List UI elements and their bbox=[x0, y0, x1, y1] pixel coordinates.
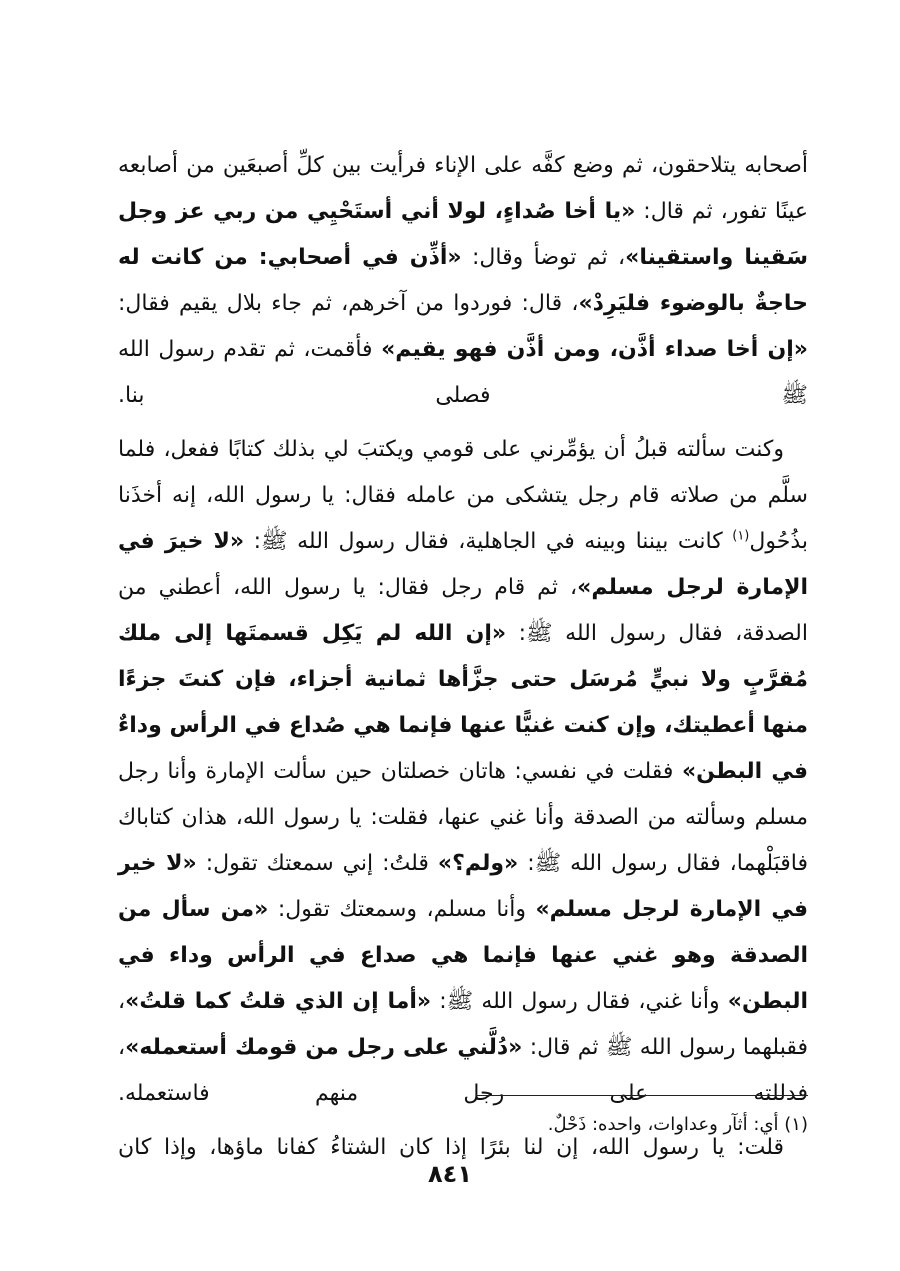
paragraph-1 bbox=[118, 143, 808, 419]
footnote-separator bbox=[476, 1095, 808, 1096]
narration-text: ، فقبلهما رسول الله ﷺ ثم قال: bbox=[118, 989, 808, 1060]
quote-text: «من سأل من الصدقة وهو غني عنها فإنما هي صداع في الرأس وداء في البطن» bbox=[118, 897, 809, 1014]
narration-text: ، ثم قام رجل فقال: يا رسول الله، أعطني من الصدقة، فقال رسول الله ﷺ: bbox=[118, 575, 808, 646]
quote-text: «ولم؟» bbox=[437, 851, 519, 876]
footnote: (١) أي: أثآر وعداوات، واحده: ذَحْلٌ. bbox=[547, 1114, 808, 1135]
quote-text: «لا خير في الإمارة لرجل مسلم» bbox=[118, 851, 808, 922]
page-number: ٨٤١ bbox=[428, 1160, 472, 1188]
main-text bbox=[118, 143, 808, 1171]
paragraph-2 bbox=[118, 427, 808, 1117]
quote-text: «لا خيرَ في الإمارة لرجل مسلم» bbox=[118, 529, 808, 600]
quote-text: «إن أخا صداء أذَّن، ومن أذَّن فهو يقيم» bbox=[381, 337, 808, 362]
quote-text: «أذِّن في أصحابي: من كانت له حاجةٌ بالوضوء فليَرِدْ» bbox=[118, 245, 808, 316]
narration-text: وكنت سألته قبلُ أن يؤمِّرني على قومي ويكتبَ لي بذلك كتابًا ففعل، فلما سلَّم من صلاته قام رجل يتشكى من عامله فقال: يا رسول الله، إنه أخذَنا بذُحُول bbox=[118, 437, 808, 554]
narration-text: قلتُ: إني سمعتك تقول: bbox=[196, 851, 438, 876]
quote-text: «أما إن الذي قلتُ كما قلتُ» bbox=[125, 989, 432, 1014]
quote-text: «إن الله لم يَكِل قسمتَها إلى ملك مُقرَّبٍ ولا نبيٍّ مُرسَل حتى جزَّأها ثمانية أجزاء، فإن كنتَ جزءًا منها أعطيتك، وإن كنت غنيًّا عنها فإنما هي صُداع في الرأس وداءٌ في البطن» bbox=[118, 621, 808, 784]
narration-text: وأنا غني، فقال رسول الله ﷺ: bbox=[431, 989, 728, 1014]
narration-text: فأقمت، ثم تقدم رسول الله ﷺ فصلى بنا. bbox=[118, 337, 808, 408]
narration-text: قلت: يا رسول الله، إن لنا بئرًا إذا كان الشتاءُ كفانا ماؤها، وإذا كان bbox=[118, 1135, 784, 1160]
narration-text: أصحابه يتلاحقون، ثم وضع كفَّه على الإناء فرأيت بين كلِّ أصبعَين من أصابعه عينًا تفور، ثم قال: bbox=[118, 153, 808, 224]
narration-text: وأنا مسلم، وسمعتك تقول: bbox=[268, 897, 536, 922]
narration-text: ، ثم توضأ وقال: bbox=[461, 245, 626, 270]
quote-text: «يا أخا صُداءٍ، لولا أني أستَحْيِي من ربي عز وجل سَقينا واستقينا» bbox=[118, 199, 809, 270]
narration-text: ، فدللته على رجل منهم فاستعمله. bbox=[118, 1035, 808, 1106]
narration-text: فقلت في نفسي: هاتان خصلتان حين سألت الإمارة وأنا رجل مسلم وسألته من الصدقة وأنا غني عنها، فقلت: يا رسول الله، هذان كتاباك فاقبَلْهما، فقال رسول الله ﷺ: bbox=[118, 759, 808, 876]
narration-text: كانت بيننا وبينه في الجاهلية، فقال رسول الله ﷺ: bbox=[244, 529, 733, 554]
narration-text: ، قال: فوردوا من آخرهم، ثم جاء بلال يقيم فقال: bbox=[118, 291, 579, 316]
quote-text: «دُلَّني على رجل من قومك أستعمله» bbox=[125, 1035, 523, 1060]
footnote-marker: (١) bbox=[732, 528, 750, 544]
